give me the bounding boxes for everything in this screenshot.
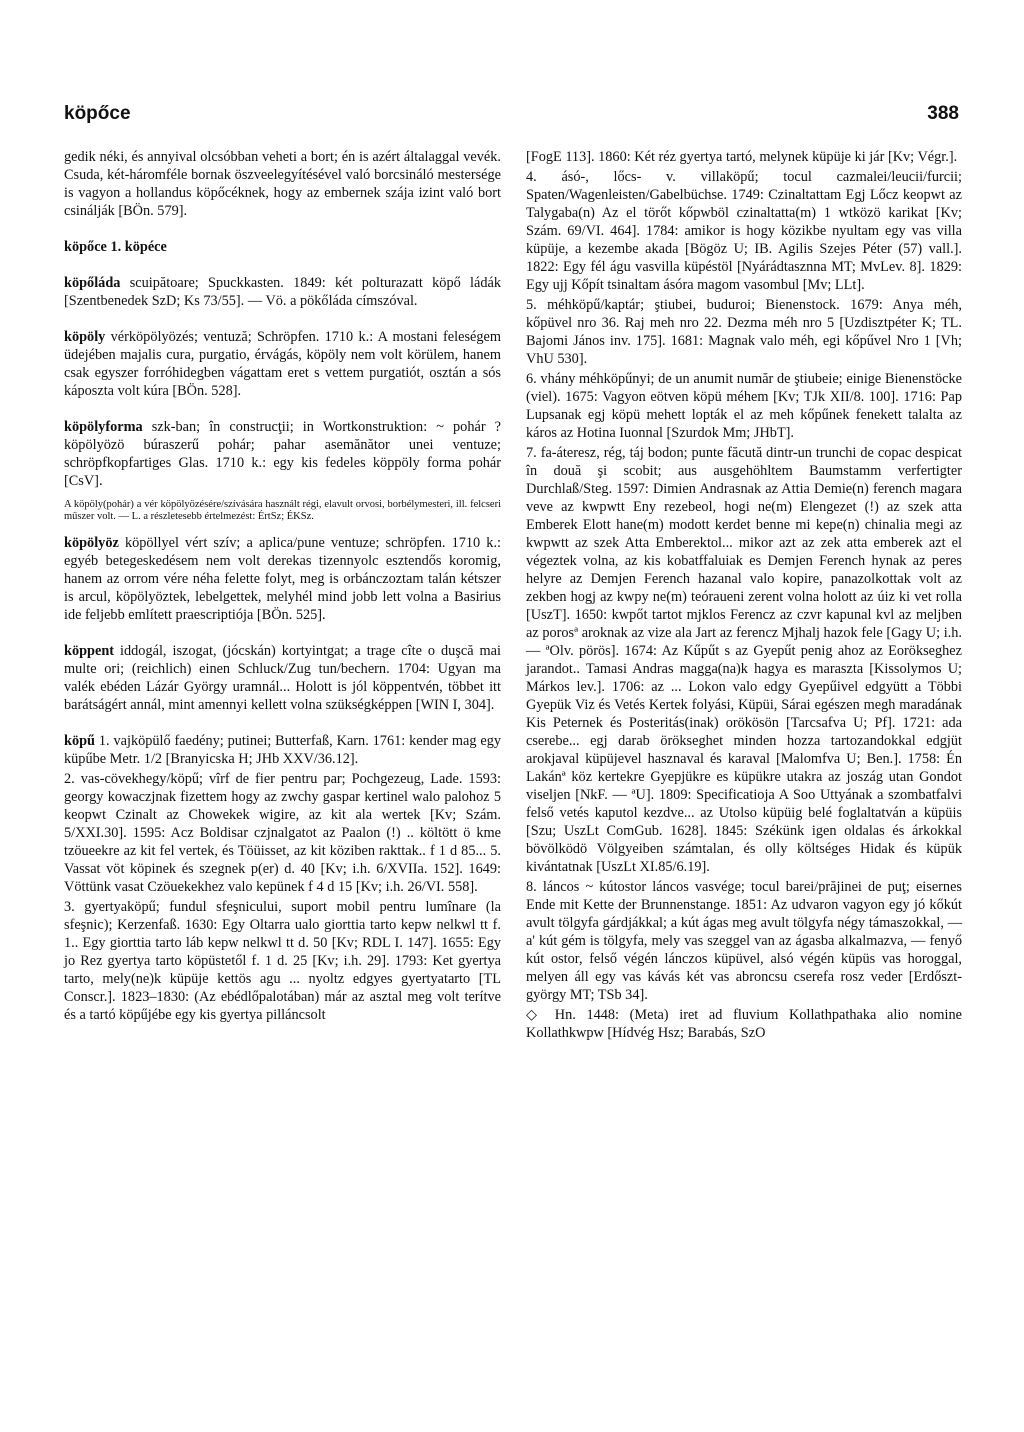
entry-kopolyoz <box>64 534 501 624</box>
headword: köpőláda <box>64 275 121 291</box>
entry-kopu-placename: ◇ Hn. 1448: (Meta) iret ad fluvium Kollathpathaka alio nomine Kollathkwpw [Hídvég Hsz; Barabás, SzO <box>526 1007 962 1041</box>
entry-body: szk-ban; în construcţii; in Wortkonstruktion: ~ pohár ? köpölyözö búraszerű pohár; pahar asemănător unei ventuze; schröpfkopfartiges Glas. 1710 k.: egy kis fedeles köppöly forma pohár [CsV]. <box>64 419 501 489</box>
page-number: 388 <box>927 103 959 124</box>
entry-body: 1. vajköpülő faedény; putinei; Butterfaß, Karn. 1761: kender mag egy küpűbe Metr. 1/2 [Branyicska H; JHb XXV/36.12]. <box>64 733 501 767</box>
headword: köpölyöz <box>64 535 119 551</box>
entry-kopu-sense-8: 8. láncos ~ kútostor láncos vasvége; tocul barei/prăjinei de puţ; eisernes Ende mit Kette der Brunnenstange. 1851: Az udvaron vagyon egy jó kőkút avult tölgyfa gárdjákkal; a kút ágas meg avult tölgyfa négy támaszokkal, — a' kút gém is tölgyfa, mely vas szeggel van az ágasba alkalmazva, — fenyő kút ostor, felső végén lánczos küpüvel, alsó végén küpüs vas horoggal, melyen áll egy vas kávás két vas abroncsu cserefa rosz veder [Erdősztgyörgy MT; TSb 34]. <box>526 879 962 1003</box>
entry-kopolyforma <box>64 418 501 490</box>
entry-kopoly <box>64 328 501 400</box>
running-head <box>64 103 959 129</box>
entry-kopu-sense-7: 7. fa-áteresz, rég, táj bodon; punte făcută dintr-un trunchi de copac despicat în două şi scobit; aus ausgehöhltem Baumstamm verfertigter Durchlaß/Steg. 1597: Dimien Andrasnak az Attia Demie(n) ferench magara veve az kwpwtt Eny rezebeol, hogi ne(m) Elengezet (!) az szek atta Emberek Elott hane(m) modott kerdet benne mi kepe(n) chinalia megi az kwpwtt az szek Atta Emberektol... mikor azt az zek atta emberek azt el végeztek volna, az kis kobatffaluiak es Demjen Ferench hynak az peres helyre az Demjen Ferench hazanal valo kopire, panazolkottak volt az zekben hogj az kwpy ne(m) teóraueni zerent volna holott az úiz ki vet rolla [UszT]. 1650: kwpőt tartot mjklos Ferencz az czvr kapunal kvl az meljben az porosª aroknak az vize ala Jart az ferencz Mjhalj hazok fele [Gagy U; i.h. — ªOlv. pörös]. 1674: Az Kűpűt s az Gyepűt penig ahoz az Eorökseghez jarandot.. Tamasi Andras magga(na)k hagya es maraszta [Kissolymos U; Márkos lev.]. 1706: az ... Lokon valo edgy Gyepűivel edgyütt a Többi Gyepük Viz és Vetés Kertek folyási, Küpüi, Sárai egészen megh maradának Kis Peternek és Posteritás(inak) orökösön [Tarcsafva U; Pf]. 1721: ada cserebe... egj darab örökseghet minden hozza tartozandokkal edgjüt arokjaval küpüjevel hasznaval és karaval [Malomfva U; Ben.]. 1758: Én Lakánª köz kertekre Gyepjükre es küpükre utakra az joszág utan Gondot viseljen [NkF. — ªU]. 1809: Specificatioja A Soo Uttyának a szombatfalvi felső vetés kaputol kezdve... az Utolso küpüig belé foglaltatván a küpüis [Szu; UszLt ComGub. 1628]. 1845: Székünk igen oldalas és árkokkal bövölködö Völgyeiben számtalan, és olly költséges Hidak és küpük kivántatnak [UszLt XI.85/6.19]. <box>526 445 962 875</box>
entry-kopu-sense-3: 3. gyertyaköpű; fundul sfeşnicului, suport mobil pentru lumînare (la sfeşnic); Kerzenfaß. 1630: Egy Oltarra ualo giorttia tarto kepw nelkwl tt f. 1.. Egy giorttia tarto láb kepw nelkwl tt d. 50 [Kv; RDL I. 147]. 1655: Egy jo Rez gyertya tarto köpüstetől f. 1 d. 25 [Kv; i.h. 29]. 1793: Ket gyertya tarto, mely(ne)k küpüje kettös agu ... nyoltz edgyes gyertyatarto [TL Conscr.]. 1823–1830: (Az ebédlőpalotában) már az asztal meg volt terítve és a tartó köpűjébe egy kis gyertya pilláncsolt <box>64 899 501 1023</box>
entry-body: köpöllyel vért szív; a aplica/pune ventuze; schröpfen. 1710 k.: egyéb betegeskedésem nem volt derekas tizennyolc esztendős koromig, hanem az orrom vére néha felette folyt, meg is orbánczoztam talán kétszer is arcul, köpölyöztek, lebelgettek, melyhél mind jobb lett volna a Basirius ide feljebb említett praescriptiója [BÖn. 525]. <box>64 535 501 623</box>
headword: köpöly <box>64 329 106 345</box>
headword: köpű <box>64 733 96 749</box>
entry-kopu-sense-4: 4. ásó-, lőcs- v. villaköpű; tocul cazmalei/leucii/furcii; Spaten/Wagenleisten/Gabelbüchse. 1749: Czinaltattam Egj Lőcz keopwt az Talygaba(n) Az el törőt kőpwböl czinaltatta(m) 1 wtközö karikat [Kv; Szám. 69/VI. 464]. 1784: amikor is hogy közikbe nyultam egy vas villa küpüje, a kezembe akada [Bögöz U; IB. Agilis Szejes Péter (57) vall.]. 1822: Egy fél águ vasvilla küpéstöl [Nyárádtasznna MT; MvLev. 8]. 1829: Egy ujj Kőpít tsinaltam ásóra magom vasombul [Mv; LLt]. <box>526 169 962 293</box>
entry-continuation: gedik néki, és annyival olcsóbban veheti a bort; én is azért általaggal vevék. Csuda, két-háromféle bornak öszveelegyítésével való borcsináló mestersége is vagyon a hollandus köpőcéknek, hogy az embernek szája izint való bort csinálják [BÖn. 579]. <box>64 149 501 219</box>
entry-body: scuipătoare; Spuckkasten. 1849: két polturazatt köpő ládák [Szentbenedek SzD; Ks 73/55]. — Vö. a pökőláda címszóval. <box>64 275 501 309</box>
entry-kopece: köpőce 1. köpéce <box>64 239 167 255</box>
running-headword: köpőce <box>64 103 131 124</box>
left-column <box>64 148 501 1026</box>
entry-kopu-sense-2: 2. vas-cövekhegy/köpű; vîrf de fier pentru par; Pochgezeug, Lade. 1593: georgy kowaczjnak fizettem hogy az zwchy gaspar kertinel walo palohoz 5 keopwt Czinalt az Chowekek wigire, az kit ala wertek [Kv; Szám. 5/XXI.30]. 1595: Acz Boldisar czjnalgatot az Paalon (!) .. költött ö kme tzöueekre az kit fel vertek, és Töüisset, az kit köziben rakttak.. f 1 d 85... 5. Vassat vöt köpinek és szegnek p(er) d. 40 [Kv; i.h. 6/XVIIa. 152]. 1649: Vöttünk vasat Czöuekekhez valo kepünek f 4 d 15 [Kv; i.h. 26/VI. 558]. <box>64 771 501 895</box>
entry-koppent <box>64 642 501 714</box>
entry-kopolada <box>64 274 501 310</box>
entry-body: iddogál, iszogat, (jócskán) kortyintgat; a trage cîte o duşcă mai multe ori; (reichlich) einen Schluck/Zug tun/bechern. 1704: Ugyan ma valék ebéden Lázár György uramnál... Holott is jól köppentvén, többet itt barátságért annál, mint amennyi kellett volna szükségképpen [WIN I, 304]. <box>64 643 501 713</box>
headword: köppent <box>64 643 115 659</box>
entry-sense-3-continuation: [FogE 113]. 1860: Két réz gyertya tartó, melynek küpüje ki jár [Kv; Végr.]. <box>526 149 958 165</box>
entry-body: vérköpölyözés; ventuză; Schröpfen. 1710 k.: A mostani feleségem üdejében majalis cura, purgatio, érvágás, köpöly nem volt körülem, hanem csak egyszer forróhidegben vágattam eret s vettem purgatiót, osztán a sós káposzta volt kúra [BÖn. 528]. <box>64 329 501 399</box>
headword: köpölyforma <box>64 419 143 435</box>
entry-kopu-sense-5: 5. méhköpű/kaptár; ştiubei, buduroi; Bienenstock. 1679: Anya méh, kőpüvel nro 36. Raj meh nro 22. Dezma méh nro 5 [Uzdisztpéter K; TL. Bajomi János inv. 175]. 1681: Magnak valo méh, egi kőpűvel Nro 1 [Vh; VhU 530]. <box>526 297 962 367</box>
entry-kopu-sense-1 <box>64 732 501 768</box>
entry-kopu-sense-6: 6. vhány méhköpűnyi; de un anumit număr de ştiubeie; einige Bienenstöcke (viel). 1675: Vagyon eötven köpü méhem [Kv; TJk XII/8. 100]. 1716: Pap Lupsanak egj köpü mehett lopták el az meh kőpűnek fenekett talalta az káros az Hotina Iuonnal [Szurdok Mm; JHbT]. <box>526 371 962 441</box>
entry-note: A köpöly(pohár) a vér köpölyözésére/szívására használt régi, elavult orvosi, borbélymesteri, ill. felcseri műszer volt. — L. a részletesebb értelmezést: ÉrtSz; ÉKSz. <box>64 499 501 522</box>
right-column <box>526 148 962 1044</box>
